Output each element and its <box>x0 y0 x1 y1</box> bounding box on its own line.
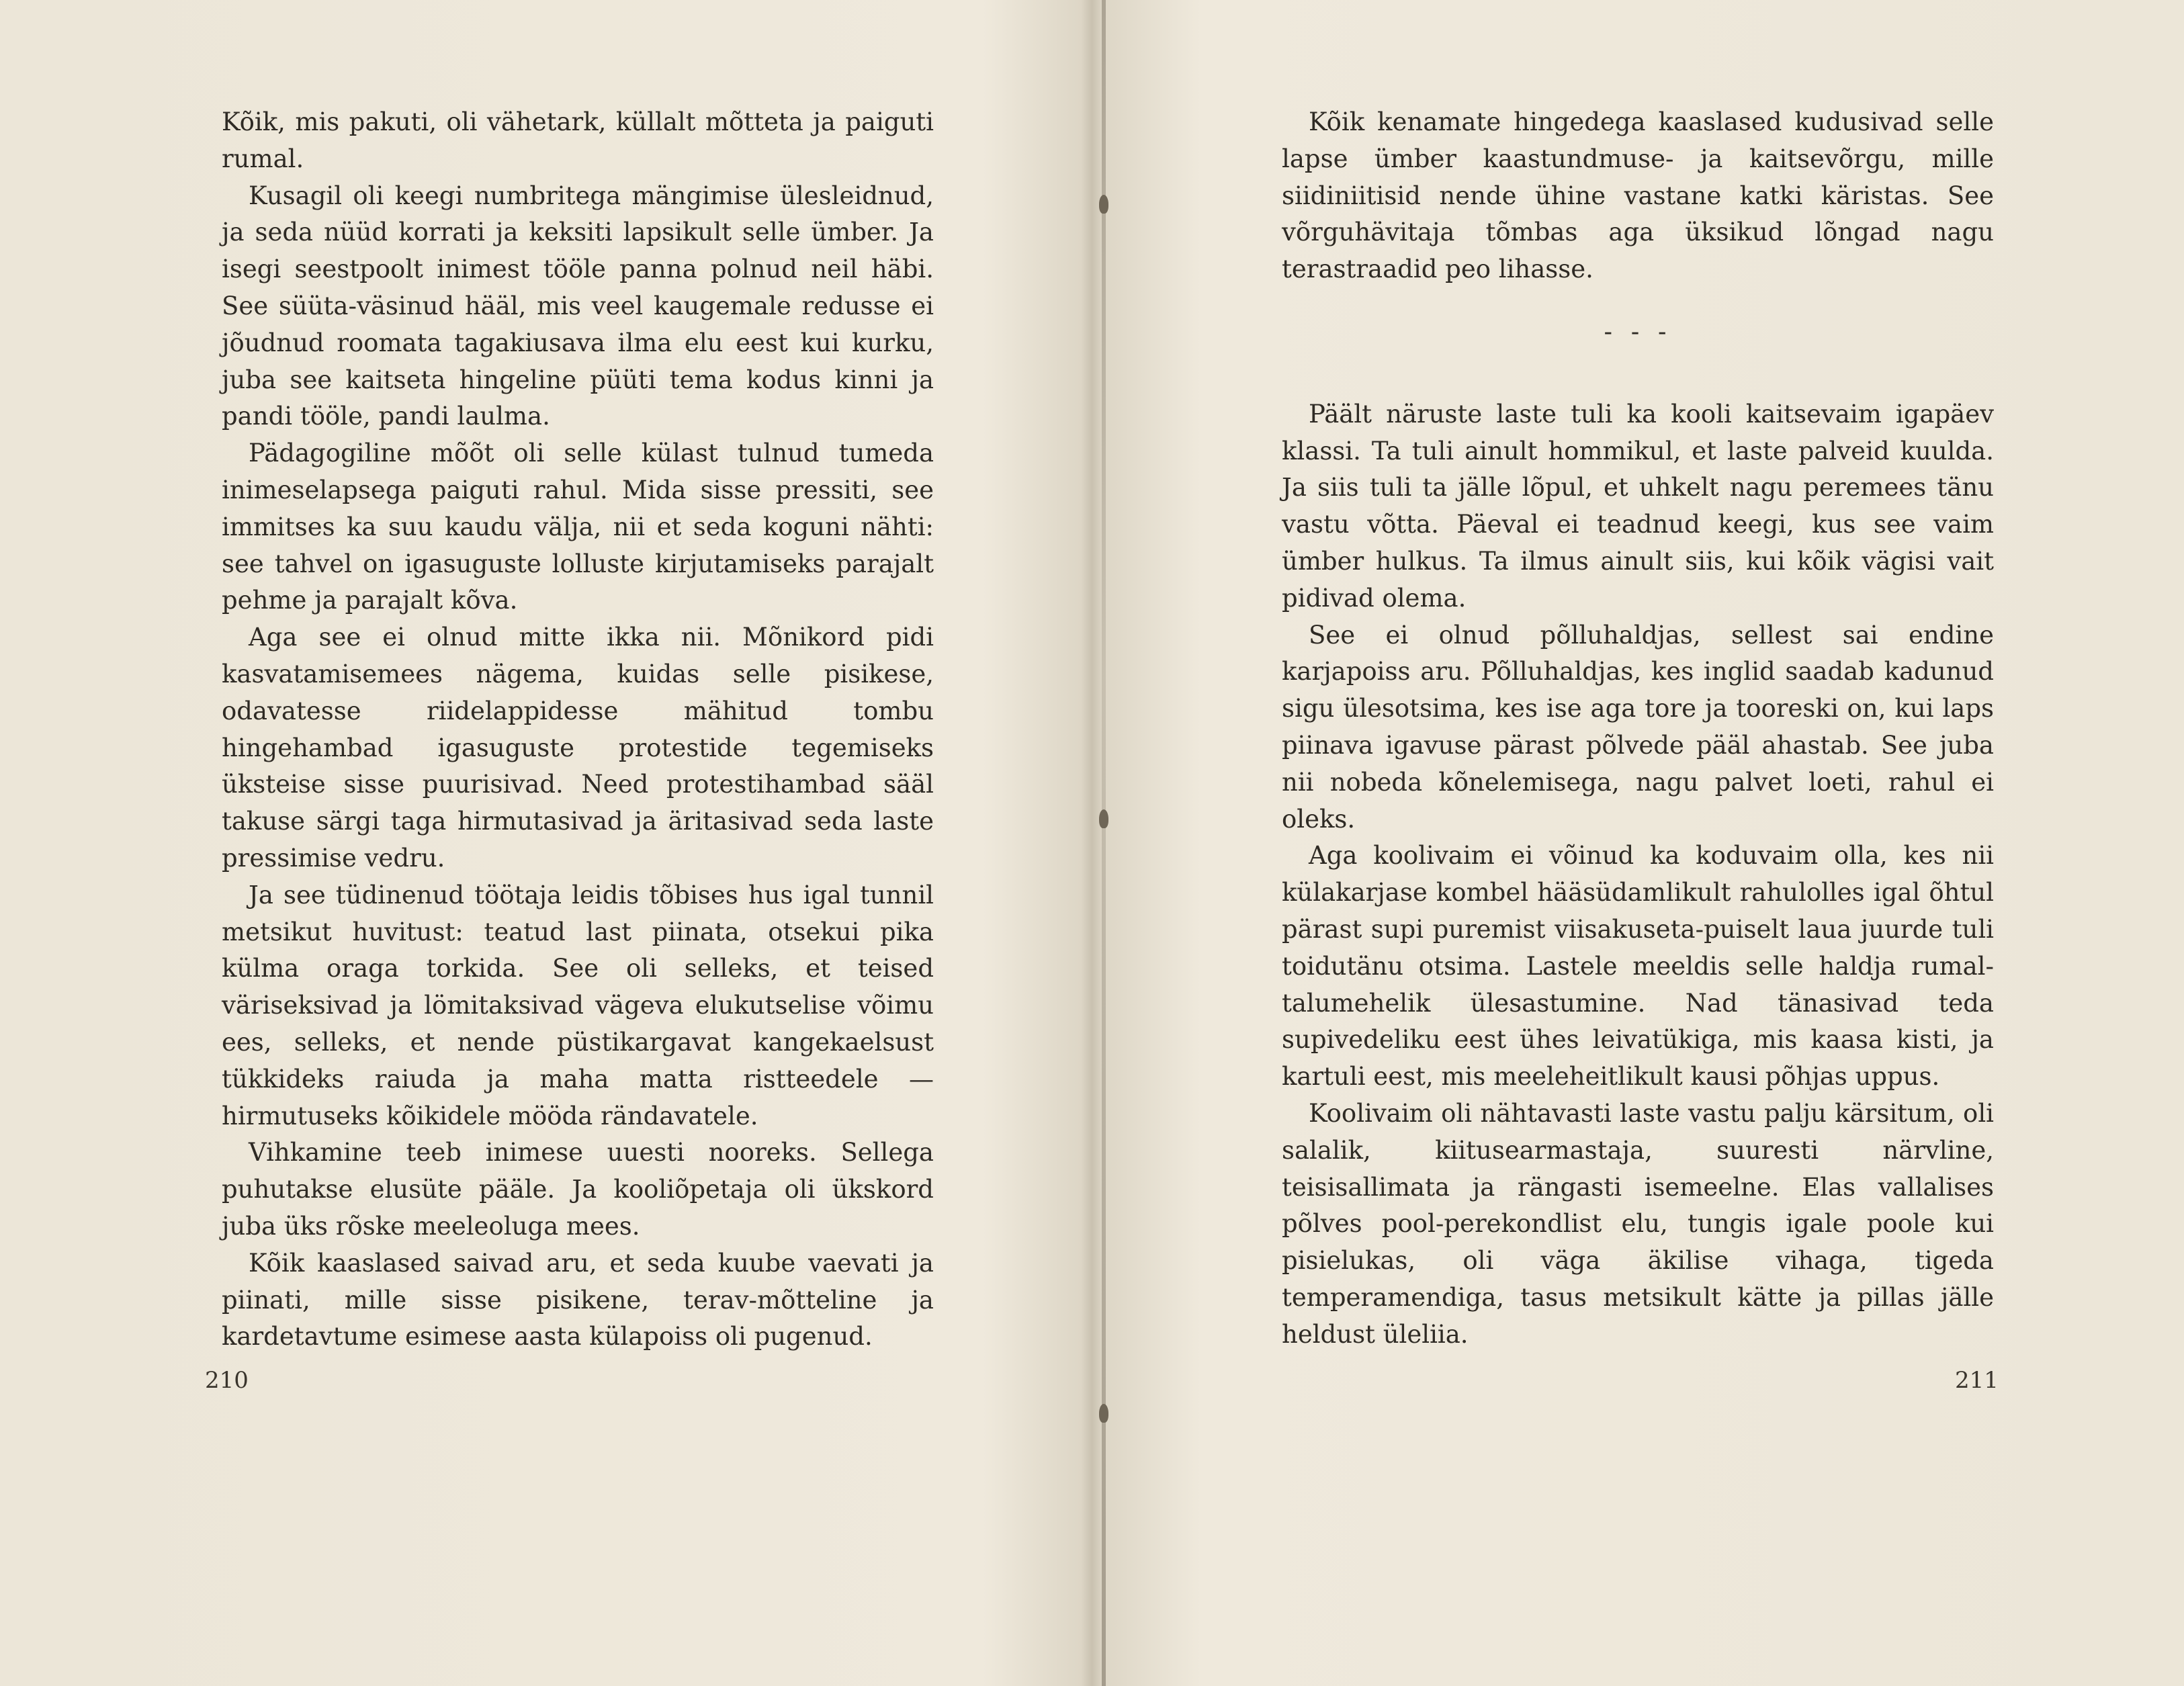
paragraph: Pädagogiline mõõt oli selle külast tulnud tumeda inimeselapsega paiguti rahul. Mida sisse pressiti, see immitses ka suu kaudu välja, nii et seda koguni nähti: see tahvel on igasuguste lolluste kirjutamiseks parajalt pehme ja parajalt kõva. <box>222 439 934 615</box>
page-number-left: 210 <box>205 1367 249 1394</box>
right-page-text <box>1282 104 1994 1354</box>
paragraph: Kõik, mis pakuti, oli vähetark, küllalt mõtteta ja paiguti rumal. <box>222 107 934 173</box>
paragraph: Aga koolivaim ei võinud ka koduvaim olla, kes nii külakarjase kombel hääsüdamlikult rahulolles igal õhtul pärast supi puremist viisakuseta-puiselt laua juurde tuli toidutänu otsima. Lastele meeldis selle haldja rumal-talumehelik ülesastumine. Nad tänasivad teda supivedeliku eest ühes leivatükiga, mis kaasa kisti, ja kartuli eest, mis meeleheitlikult kausi põhjas uppus. <box>1282 841 1994 1092</box>
paragraph: Ja see tüdinenud töötaja leidis tõbises hus igal tunnil metsikut huvitust: teatud last piinata, otsekui pika külma oraga torkida. See oli selleks, et teised väriseksivad ja lömitaksivad vägeva elukutselise võimu ees, selleks, et nende püstikargavat kangekaelsust tükkideks raiuda ja maha matta ristteedele — hirmutuseks kõikidele mööda rändavatele. <box>222 880 934 1130</box>
paragraph: Kusagil oli keegi numbritega mängimise ülesleidnud, ja seda nüüd korrati ja keksiti lapsikult selle ümber. Ja isegi seestpoolt inimest tööle panna polnud neil häbi. See süüta-väsinud hääl, mis veel kaugemale redusse ei jõudnud roomata tagakiusava ilma elu eest kui kurku, juba see kaitseta hingeline püüti tema kodus kinni ja pandi tööle, pandi laulma. <box>222 181 934 431</box>
binding-stitch <box>1099 195 1108 214</box>
left-page-text <box>222 104 934 1356</box>
paragraph: See ei olnud põlluhaldjas, sellest sai endine karjapoiss aru. Põlluhaldjas, kes inglid saadab kadunud sigu ülesotsima, kes ise aga tore ja tooreski on, kui laps piinava igavuse pärast põlvede pääl ahastab. See juba nii nobeda kõnelemisega, nagu palvet loeti, rahul ei oleks. <box>1282 620 1994 834</box>
paragraph: Päält näruste laste tuli ka kooli kaitsevaim igapäev klassi. Ta tuli ainult hommikul, et laste palveid kuulda. Ja siis tuli ta jälle lõpul, et uhkelt nagu peremees tänu vastu võtta. Päeval ei teadnud keegi, kus see vaim ümber hulkus. Ta ilmus ainult siis, kui kõik vägisi vait pidivad olema. <box>1282 399 1994 613</box>
paragraph: Vihkamine teeb inimese uuesti nooreks. Sellega puhutakse elusüte pääle. Ja kooliõpetaja oli ükskord juba üks rõske meeleoluga mees. <box>222 1138 934 1241</box>
page-number-right: 211 <box>1955 1367 1999 1394</box>
section-separator: - - - <box>1604 316 1672 346</box>
book-gutter <box>1102 0 1106 1686</box>
binding-stitch <box>1099 809 1108 828</box>
paragraph: Koolivaim oli nähtavasti laste vastu palju kärsitum, oli salalik, kiitusearmastaja, suuresti närvline, teisisallimata ja rängasti isemeelne. Elas vallalises põlves pool-perekondlist elu, tungis igale poole kui pisielukas, oli väga äkilise vihaga, tigeda temperamendiga, tasus metsikult kätte ja pillas jälle heldust üleliia. <box>1282 1098 1994 1349</box>
paragraph: Aga see ei olnud mitte ikka nii. Mõnikord pidi kasvatamisemees nägema, kuidas selle pisikese, odavatesse riidelappidesse mähitud tombu hingehambad igasuguste protestide tegemiseks üksteise sisse puurisivad. Need protestihambad sääl takuse särgi taga hirmutasivad ja äritasivad seda laste pressimise vedru. <box>222 623 934 873</box>
paragraph: Kõik kenamate hingedega kaaslased kudusivad selle lapse ümber kaastundmuse- ja kaitsevõrgu, mille siidiniitisid nende ühine vastane katki käristas. See võrguhävitaja tõmbas aga üksikud lõngad nagu terastraadid peo lihasse. <box>1282 107 1994 284</box>
paragraph: Kõik kaaslased saivad aru, et seda kuube vaevati ja piinati, mille sisse pisikene, terav-mõtteline ja kardetavtume esimese aasta külapoiss oli pugenud. <box>222 1248 934 1351</box>
binding-stitch <box>1099 1404 1108 1423</box>
